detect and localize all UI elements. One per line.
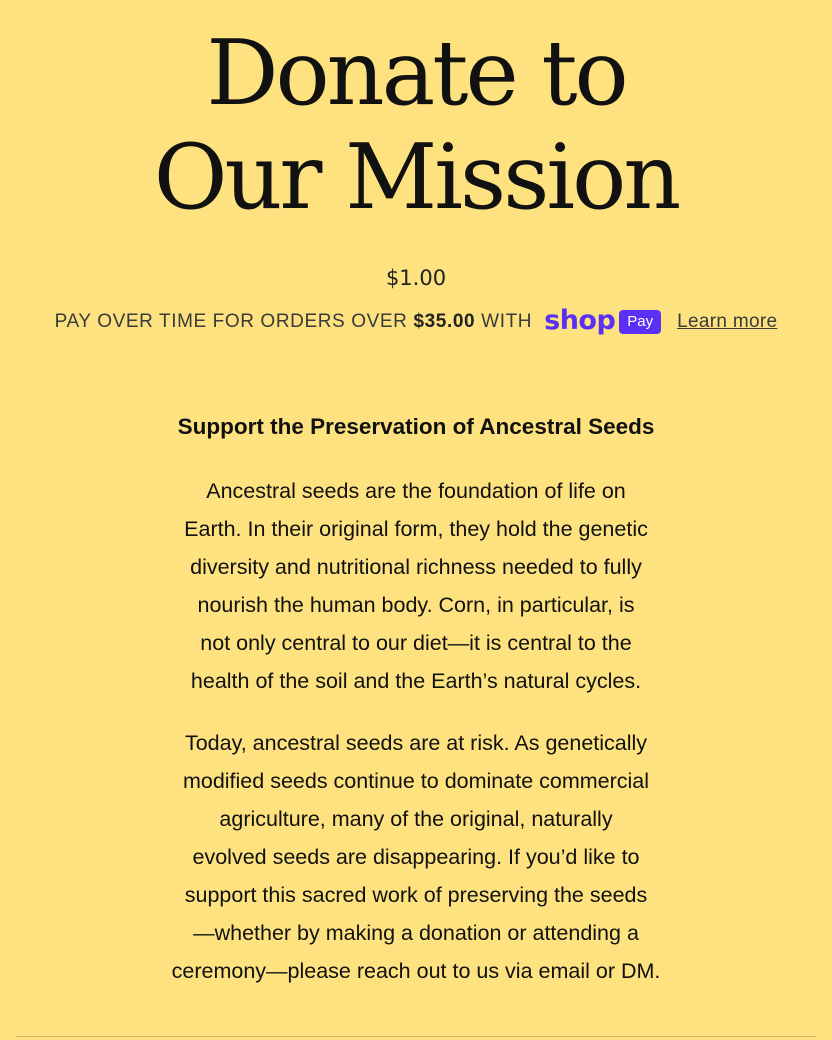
- product-title-line-1: Donate to: [206, 21, 626, 126]
- paragraph-line: evolved seeds are disappearing. If you’d like to: [192, 845, 640, 869]
- paragraph-line: Earth. In their original form, they hold the genetic: [184, 517, 648, 541]
- paragraph-line: ceremony—please reach out to us via email or DM.: [171, 959, 661, 983]
- paragraph-line: health of the soil and the Earth’s natural cycles.: [190, 669, 642, 693]
- paragraph-line: nourish the human body. Corn, in particular, is: [197, 593, 635, 617]
- paragraph-line: Ancestral seeds are the foundation of life on: [206, 479, 626, 503]
- paragraph-line: not only central to our diet—it is central to the: [200, 631, 632, 655]
- installments-suffix: WITH: [481, 310, 533, 332]
- paragraph-line: —whether by making a donation or attending a: [193, 921, 639, 945]
- installments-prefix: PAY OVER TIME FOR ORDERS OVER: [54, 310, 408, 332]
- paragraph-line: Today, ancestral seeds are at risk. As genetically: [184, 731, 648, 755]
- product-title-line-2: Our Mission: [153, 125, 679, 230]
- section-divider: [16, 1036, 816, 1037]
- paragraph-line: modified seeds continue to dominate commercial: [182, 769, 650, 793]
- description-heading: Support the Preservation of Ancestral Seeds: [177, 414, 655, 439]
- installments-threshold: $35.00: [413, 310, 476, 332]
- paragraph-line: diversity and nutritional richness needed to fully: [190, 555, 642, 579]
- product-title: [0, 22, 832, 230]
- description-paragraph-1: [140, 472, 692, 700]
- paragraph-line: support this sacred work of preserving the seeds: [184, 883, 648, 907]
- shop-pay-badge: Pay: [619, 310, 661, 334]
- paragraph-line: agriculture, many of the original, naturally: [219, 807, 613, 831]
- learn-more-link[interactable]: Learn more: [677, 310, 778, 332]
- shop-pay-logo: shop: [544, 305, 616, 336]
- description-paragraph-2: [140, 724, 692, 990]
- product-price: $1.00: [385, 266, 447, 290]
- shop-pay-installments-banner: [0, 306, 832, 337]
